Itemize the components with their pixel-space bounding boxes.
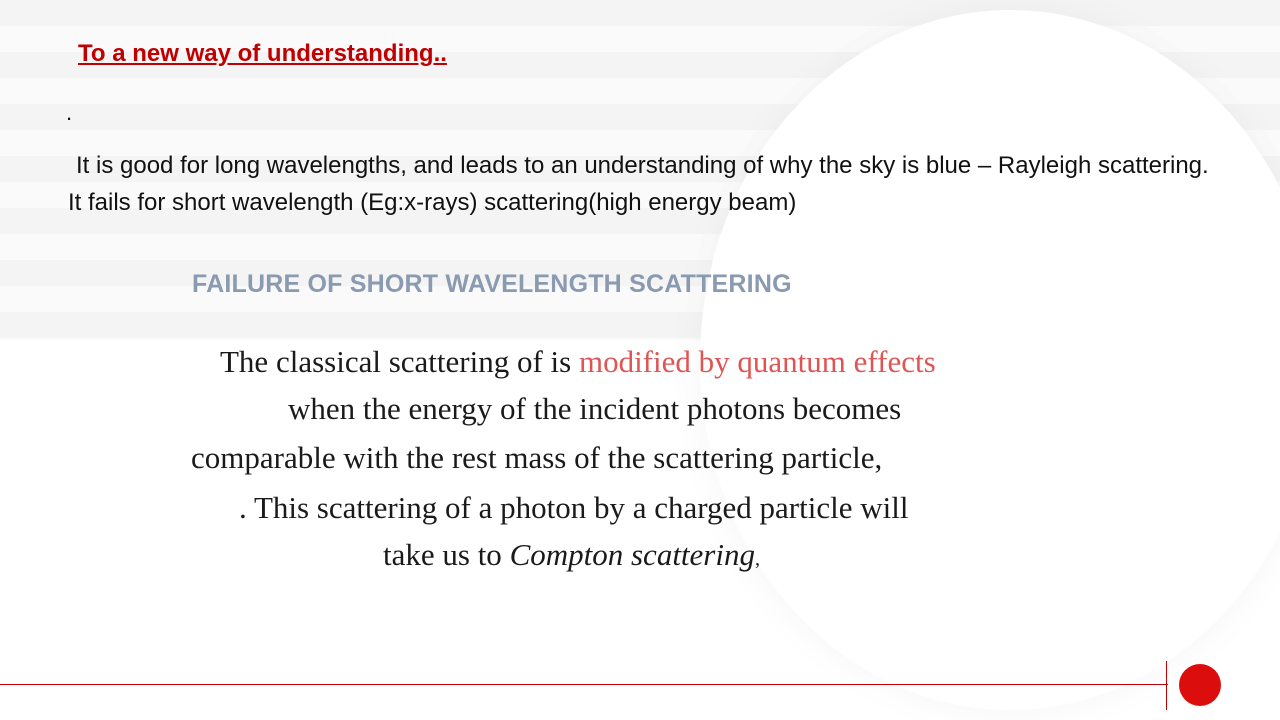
highlight-text: modified by quantum effects: [578, 344, 936, 379]
intro-paragraph-rest: blue – Rayleigh scattering. It fails for short wavelength (Eg:x-rays) scattering(high energy beam): [68, 152, 1209, 216]
slide-title: To a new way of understanding..: [78, 40, 447, 67]
bullet-dot: .: [66, 100, 73, 125]
footer-divider: [1166, 661, 1167, 710]
body-line-4: . This scattering of a photon by a charged particle will: [239, 490, 909, 525]
red-circle-icon: [1179, 664, 1221, 706]
body-line-1-text: The classical scattering of is: [220, 344, 579, 379]
compton-term: Compton scattering: [509, 537, 755, 572]
intro-paragraph: [68, 147, 1228, 221]
body-line-2: when the energy of the incident photons becomes: [288, 391, 902, 426]
body-line-5: [383, 537, 760, 573]
body-line-5-text: take us to: [383, 537, 510, 572]
footer-rule: [0, 684, 1168, 685]
body-line-1: [220, 344, 936, 380]
section-subheading: FAILURE OF SHORT WAVELENGTH SCATTERING: [192, 270, 792, 298]
body-line-3: comparable with the rest mass of the scattering particle,: [191, 440, 883, 475]
body-line-5-end: ,: [754, 548, 760, 570]
intro-paragraph-lead: It is good for long wavelengths, and leads to an understanding of why the sky is: [76, 152, 920, 179]
